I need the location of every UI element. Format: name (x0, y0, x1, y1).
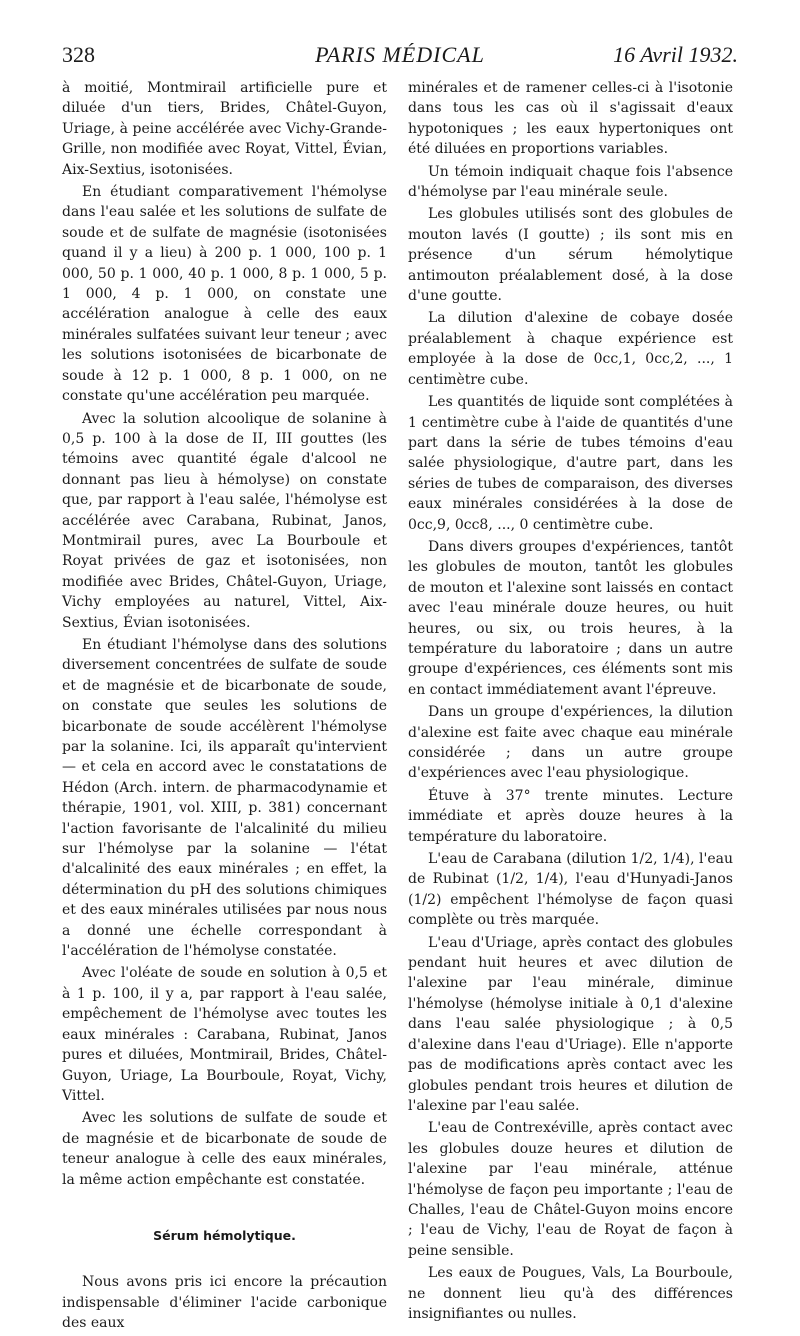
paragraph: L'eau de Contrexéville, après contact avec les globules douze heures et dilution de l'alexine par l'eau minérale, atténue l'hémolyse de façon peu importante ; l'eau de Challes, l'eau de Châtel-Guyon moins encore ; l'eau de Vichy, l'eau de Royat de façon à peine sensible. (408, 1120, 733, 1259)
paragraph: à moitié, Montmirail artificielle pure et diluée d'un tiers, Brides, Châtel-Guyon, Uriage, à peine accélérée avec Vichy-Grande-Grille, non modifiée avec Royat, Vittel, Évian, Aix-Sextius, isotonisées. (62, 80, 387, 178)
paragraph: Avec les solutions de sulfate de soude et de magnésie et de bicarbonate de soude de teneur analogue à celle des eaux minérales, la même action empêchante est constatée. (62, 1110, 387, 1188)
journal-title: PARIS MÉDICAL (315, 42, 485, 67)
paragraph: Un témoin indiquait chaque fois l'absence d'hémolyse par l'eau minérale seule. (408, 163, 733, 201)
paragraph: minérales et de ramener celles-ci à l'isotonie dans tous les cas où il s'agissait d'eaux hypotoniques ; les eaux hypertoniques ont été diluées en proportions variables. (408, 80, 733, 158)
paragraph: Dans divers groupes d'expériences, tantôt les globules de mouton, tantôt les globules de mouton et l'alexine sont laissés en contact avec l'eau minérale douze heures, ou huit heures, ou six, ou trois heures, à la température du laboratoire ; dans un autre groupe d'expériences, ces éléments sont mis en contact immédiatement avant l'épreuve. (408, 538, 733, 698)
page-number: 328 (62, 42, 95, 67)
paragraph: L'eau de Carabana (dilution 1/2, 1/4), l'eau de Rubinat (1/2, 1/4), l'eau d'Hunyadi-Janos (1/2) empêchent l'hémolyse de façon quasi complète ou très marquée. (408, 851, 733, 929)
paragraph: Avec la solution alcoolique de solanine à 0,5 p. 100 à la dose de II, III gouttes (les témoins avec quantité égale d'alcool ne donnant pas lieu à hémolyse) on constate que, par rapport à l'eau salée, l'hémolyse est accélérée avec Carabana, Rubinat, Janos, Montmirail pures, avec La Bourboule et Royat privées de gaz et isotonisées, non modifiée avec Brides, Châtel-Guyon, Uriage, Vichy employées au naturel, Vittel, Aix-Sextius, Évian isotonisées. (62, 410, 387, 631)
paragraph: Avec l'oléate de soude en solution à 0,5 et à 1 p. 100, il y a, par rapport à l'eau salée, empêchement de l'hémolyse avec toutes les eaux minérales : Carabana, Rubinat, Janos pures et diluées, Montmirail, Brides, Châtel-Guyon, Uriage, La Bourboule, Royat, Vichy, Vittel. (62, 965, 387, 1104)
paragraph: En étudiant comparativement l'hémolyse dans l'eau salée et les solutions de sulfate de soude et de sulfate de magnésie (isotonisées quand il y a lieu) à 200 p. 1 000, 100 p. 1 000, 50 p. 1 000, 40 p. 1 000, 8 p. 1 000, 5 p. 1 000, 4 p. 1 000, on constate une accélération analogue à celle des eaux minérales sulfatées suivant leur teneur ; avec les solutions isotonisées de bicarbonate de soude à 12 p. 1 000, 8 p. 1 000, on ne constate qu'une accélération peu marquée. (62, 184, 387, 405)
paragraph: La dilution d'alexine de cobaye dosée préalablement à chaque expérience est employée à la dose de 0cc,1, 0cc,2, ..., 1 centimètre cube. (408, 310, 733, 388)
section-title: Sérum hémolytique. (153, 1227, 296, 1243)
paragraph: L'eau d'Uriage, après contact des globules pendant huit heures et avec dilution de l'alexine par l'eau minérale, diminue l'hémolyse (hémolyse initiale à 0,1 d'alexine dans l'eau salée physiologique ; à 0,5 d'alexine dans l'eau d'Uriage). Elle n'apporte pas de modifications après contact avec les globules pendant trois heures et dilution de l'alexine par l'eau salée. (408, 934, 733, 1114)
paragraph: Nous avons pris ici encore la précaution indispensable d'éliminer l'acide carbonique des eaux (62, 1274, 387, 1332)
paragraph: Les quantités de liquide sont complétées à 1 centimètre cube à l'aide de quantités d'une part dans la série de tubes témoins d'eau salée physiologique, d'autre part, dans les séries de tubes de comparaison, des diverses eaux minérales considérées à la dose de 0cc,9, 0cc8, ..., 0 centimètre cube. (408, 394, 733, 533)
right-column (408, 78, 733, 1326)
page-header (62, 42, 738, 72)
left-column (62, 78, 387, 1336)
paragraph: En étudiant l'hémolyse dans des solutions diversement concentrées de sulfate de soude et de magnésie et de bicarbonate de soude, on constate que seules les solutions de bicarbonate de soude accélèrent l'hémolyse par la solanine. Ici, ils apparaît qu'intervient — et cela en accord avec le constatations de Hédon (Arch. intern. de pharmacodynamie et thérapie, 1901, vol. XIII, p. 381) concernant l'action favorisante de l'alcalinité du milieu sur l'hémolyse par la solanine — l'état d'alcalinité des eaux minérales ; en effet, la détermination du pH des solutions chimiques et des eaux minérales utilisées par nous nous a donné une échelle correspondant à l'accélération de l'hémolyse constatée. (62, 636, 387, 960)
paragraph: Les eaux de Pougues, Vals, La Bourboule, ne donnent lieu qu'à des différences insignifiantes ou nulles. (408, 1265, 733, 1322)
paragraph: Dans un groupe d'expériences, la dilution d'alexine est faite avec chaque eau minérale considérée ; dans un autre groupe d'expériences avec l'eau physiologique. (408, 704, 733, 782)
paragraph: Étuve à 37° trente minutes. Lecture immédiate et après douze heures à la température du laboratoire. (408, 787, 733, 845)
paragraph: Les globules utilisés sont des globules de mouton lavés (I goutte) ; ils sont mis en présence d'un sérum hémolytique antimouton préalablement dosé, à la dose d'une goutte. (408, 206, 733, 305)
issue-date: 16 Avril 1932. (613, 42, 738, 67)
